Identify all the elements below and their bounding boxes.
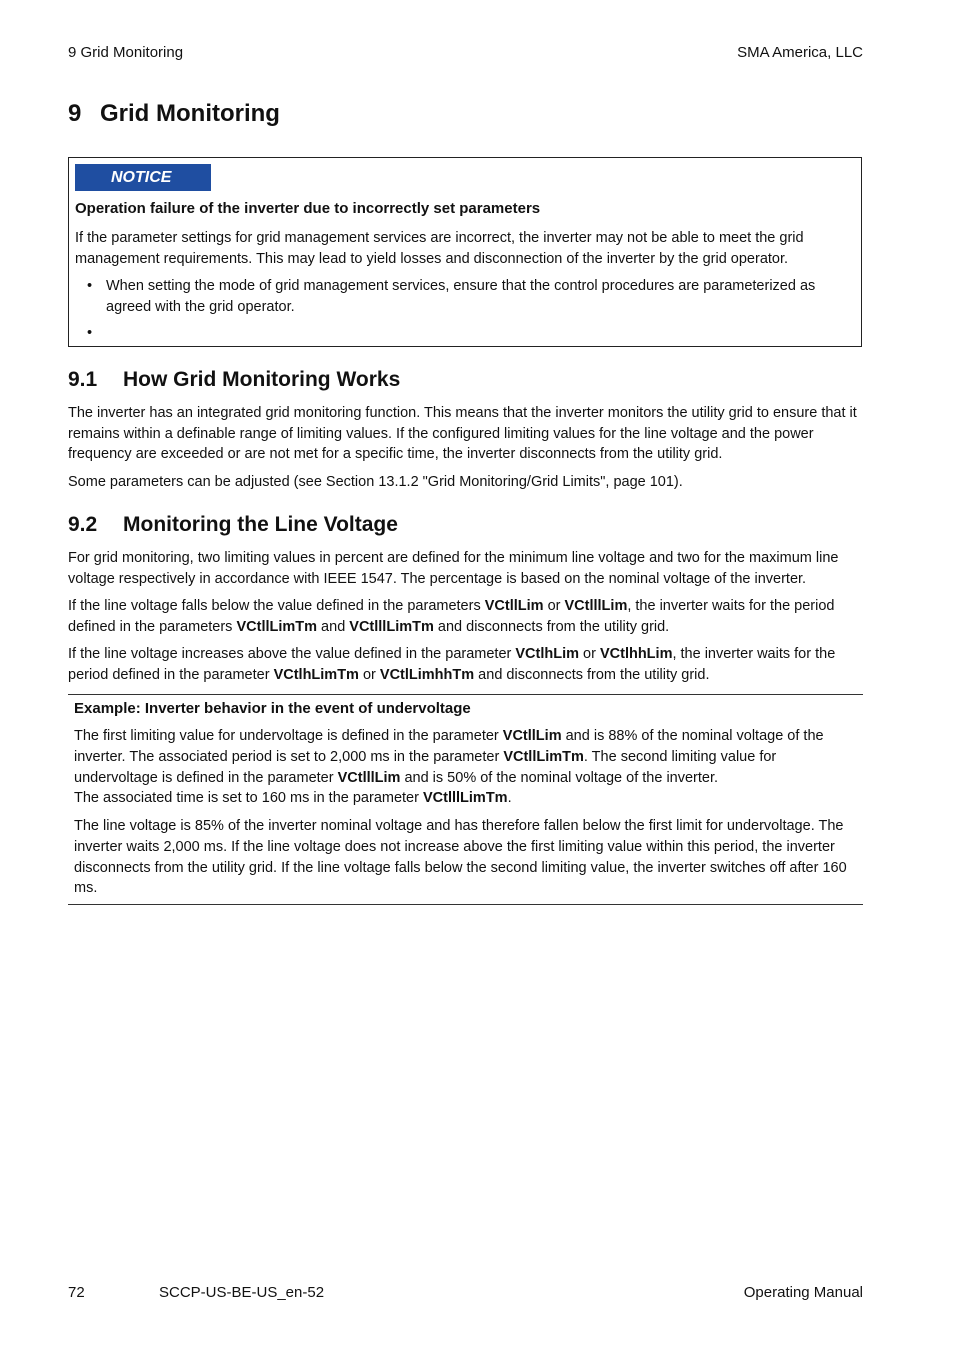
chapter-title: Grid Monitoring (100, 100, 280, 127)
notice-heading: Operation failure of the inverter due to incorrectly set parameters (75, 200, 541, 217)
section-heading-9-2 (68, 513, 398, 537)
example-paragraph: The line voltage is 85% of the inverter nominal voltage and has therefore fallen below the first limit for undervoltage. The inverter waits 2,000 ms. If the line voltage does not increase above the first limiting value within this period, the inverter disconnects from the utility grid. If the line voltage falls below the second limiting value, the inverter switches off after 160 ms. (74, 818, 847, 897)
parameter-name: VCtlllLimTm (422, 790, 508, 807)
paragraph-overvoltage: If the line voltage increases above the value defined in the parameter VCtlhLim or VCtlhhLim, the inverter waits for the period defined in the parameter VCtlhLimTm or VCtlLimhhTm and disconnects from the utility grid. (68, 646, 836, 683)
paragraph: The inverter has an integrated grid monitoring function. This means that the inverter monitors the utility grid to ensure that it remains within a definable range of limiting values. If the configured limiting values for the line voltage and the power frequency are exceeded or are not met for a specific time, the inverter disconnects from the utility grid. (68, 405, 857, 462)
section-number: 9.2 (68, 513, 98, 536)
page-number: 72 (68, 1284, 85, 1301)
parameter-name: VCtlhLim (515, 646, 580, 662)
document-id: SCCP-US-BE-US_en-52 (159, 1284, 325, 1301)
header-section: 9 Grid Monitoring (68, 44, 184, 61)
parameter-name: VCtllLim (502, 728, 562, 744)
section-title: How Grid Monitoring Works (123, 368, 401, 391)
parameter-name: VCtlllLimTm (349, 618, 434, 635)
parameter-name: VCtlhhLim (599, 646, 673, 662)
parameter-name: VCtllLimTm (236, 618, 318, 635)
parameter-name: VCtlLimhhTm (379, 666, 475, 683)
example-box (68, 694, 863, 905)
header-company: SMA America, LLC (737, 44, 863, 61)
paragraph-undervoltage: If the line voltage falls below the value defined in the parameters VCtllLim or VCtlllLim, the inverter waits for the period defined in the parameters VCtllLimTm and VCtlllLimTm and disconnects from the utility grid. (68, 598, 835, 635)
document-type: Operating Manual (743, 1284, 863, 1301)
parameter-name: VCtlllLim (564, 598, 628, 614)
example-paragraph: The first limiting value for undervoltage is defined in the parameter VCtllLim and is 88% of the nominal voltage of the inverter. The associated period is set to 2,000 ms in the parameter VCtllLimTm. The second limiting value for undervoltage is defined in the parameter VCtlllLim and is 50% of the nominal voltage of the inverter. The associated time is set to 160 ms in the parameter VCtlllLimTm. (74, 728, 824, 807)
paragraph: Some parameters can be adjusted (see Section 13.1.2 "Grid Monitoring/Grid Limits", page 101). (68, 474, 683, 490)
notice-box (68, 157, 862, 347)
parameter-name: VCtllLimTm (503, 748, 584, 765)
parameter-name: VCtlhLimTm (273, 666, 359, 683)
notice-bullet-item: • When setting the mode of grid management services, ensure that the control procedures are parameterized as agreed with the grid operator. (75, 276, 845, 317)
notice-bullets (75, 276, 845, 323)
section-number: 9.1 (68, 368, 98, 391)
page-title (68, 100, 280, 128)
chapter-number: 9 (68, 100, 82, 127)
parameter-name: VCtlllLim (337, 769, 401, 786)
notice-body: If the parameter settings for grid management services are incorrect, the inverter may not be able to meet the grid management requirements. This may lead to yield losses and disconnection of the inverter by the grid operator. (75, 230, 804, 267)
notice-tag: NOTICE (75, 164, 211, 191)
section-title: Monitoring the Line Voltage (123, 513, 398, 536)
parameter-name: VCtllLim (484, 598, 544, 614)
paragraph: For grid monitoring, two limiting values in percent are defined for the minimum line voltage and two for the maximum line voltage respectively in accordance with IEEE 1547. The percentage is based on the nominal voltage of the inverter. (68, 550, 839, 587)
example-heading: Example: Inverter behavior in the event of undervoltage (74, 700, 471, 717)
section-heading-9-1 (68, 368, 400, 392)
